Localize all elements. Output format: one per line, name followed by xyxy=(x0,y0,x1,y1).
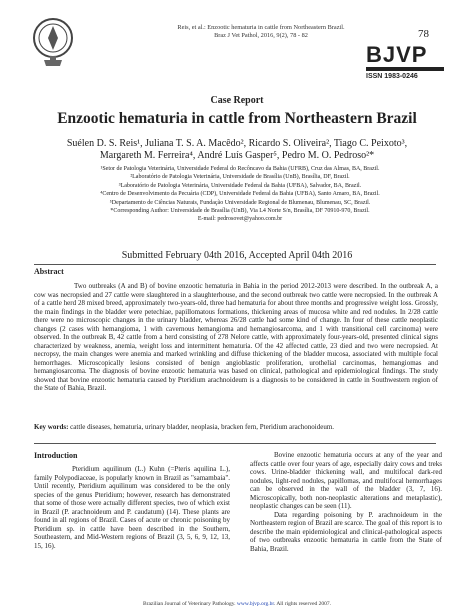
affiliation: ³Laboratório de Patologia Veterinária, Universidade Federal da Bahia (UFBA), Salvador, BA, Brazil. xyxy=(118,182,362,189)
keywords xyxy=(34,423,438,432)
paragraph: Bovine enzootic hematuria occurs at any of the year and affects cattle over four years of age, especially dairy cows and treks cows. Urine-bladder thickening wall, and multifocal dark-red nodules, light-red nodules, papillomas, and multifocal hemorrhages can be observed in the wall of the bladder (3, 7, 16). Microscopically, both non-neoplastic alterations and metaplastic), neoplastic changes can be seen (11). xyxy=(250,451,442,510)
affiliation: ⁴Centro de Desenvolvimento da Pecuária (CDP), Universidade Federal da Bahia (UFBA), Santo Amaro, BA, Brazil. xyxy=(100,191,380,198)
running-head-citation: Braz J Vet Pathol, 2016, 9(2), 78 - 82 xyxy=(214,32,308,39)
running-head xyxy=(96,24,426,40)
running-head-title: Reis, et al.: Enzootic hematuria in cattle from Northeastern Brazil. xyxy=(177,24,345,31)
introduction-heading: Introduction xyxy=(34,451,78,460)
logo-bar xyxy=(366,67,444,71)
abstract-heading: Abstract xyxy=(34,267,64,276)
right-column xyxy=(250,451,442,553)
email: E-mail: pedrosovet@yahoo.com.br xyxy=(197,216,283,223)
authors-line-2: Margareth M. Ferreira⁴, André Luís Gasper⁵, Pedro M. O. Pedroso²* xyxy=(99,150,375,161)
introduction-text: Pteridium aquilinum (L.) Kuhn (=Pteris aquilina L.), family Polypodiaceae, is popularly known in Brazil as "samambaia". Until recently, Pteridium aquilinum was considered to be the only species of the genus Pteridium; however, research has demonstrated that some of those were actually different species, two of which exist in Brazil (P. arachnoideum and P. caudatum) (14). These plants are found in all regions of Brazil. Cases of acute or chronic poisoning by Pteridium sp. in cattle have been described in the Southern, Southeastern, and Mid-Western regions of Brazil (3, 5, 6, 9, 12, 13, 15, 16). xyxy=(34,465,230,550)
footer-suffix: . All rights reserved 2007. xyxy=(273,601,332,607)
affiliation: ¹Setor de Patologia Veterinária, Universidade Federal do Recôncavo da Bahia (UFRB), Cruz das Almas, BA, Brazil. xyxy=(100,166,380,172)
divider xyxy=(34,264,436,265)
paragraph: Data regarding poisoning by P. arachnoideum in the Northeastern region of Brazil are scarce. The goal of this report is to describe the main epidemiological and clinical-pathological aspects of two outbreaks enzootic hematuria in cattle from the State of Bahia, Brazil. xyxy=(250,510,442,553)
keywords-label: Key words: xyxy=(34,423,69,431)
footer-prefix: Brazilian Journal of Veterinary Pathology. xyxy=(142,601,236,607)
journal-website-link[interactable]: www.bjvp.org.br xyxy=(236,601,274,607)
submission-dates: Submitted February 04th 2016, Accepted April 04th 2016 xyxy=(121,250,353,261)
abstract-text: Two outbreaks (A and B) of bovine enzootic hematuria in Bahia in the period 2012-2013 were described. In the outbreak A, a cow was necropsied and 27 cattle were slaughtered in a slaughterhouse, and the second outbreak two cattle were necropsied. In the outbreak A of a cattle herd 28 mixed breed, approximately two-years-old, three had hematuria for about three months and progressive weight loss. Grossly, the main findings in the bladder were petechiae, papillomatous formations, thickening areas of mucosa white and red nodules. In 2/28 cattle there were no microscopic changes in the urinary bladder, whereas 26/28 cattle had some kind of change. In four of these cattle neoplastic changes (2 cases with hemangioma, 1 with cavernous hemangioma and hemangiosarcoma, and 1 with transitional cell carcinoma) were observed. In the outbreak B, 42 cattle from a herd consisting of 278 Nelore cattle, with approximately four-years-old, presented clinical signs characterized by weakness, anemia, weight loss and intermittent hematuria. Of the 42 affected cattle, 23 died and two were necropsied. At necropsy, the main changes were anemia and marked wrinkling and diffuse thickening of the bladder mucosa, associated with multiple focal hemorrhages. Microscopically lesions consisted of benign angioblastic proliferation, urothelial carcinomas, hemangiomas and hemangiosarcoma. The diagnosis of bovine enzootic hematuria was based on clinical, pathological and epidemiological findings. The study showed that bovine enzootic hematuria caused by Pteridium arachnoideum is a diagnosis to be considered in cattle in Southwestern region of the State of Bahia, Brazil. xyxy=(34,282,438,392)
affiliation: ²Laboratório de Patologia Veterinária, Universidade de Brasília (UnB), Brasília, DF, Brazil. xyxy=(130,174,350,181)
authors-line-1: Suélen D. S. Reis¹, Juliana T. S. A. Macêdo², Ricardo S. Oliveira², Tiago C. Peixoto³, xyxy=(66,138,408,149)
affiliation: ⁵Departamento de Ciências Naturais, Fundação Universidade Regional de Blumenau, Blumenau, SC, Brazil. xyxy=(109,199,371,206)
journal-seal xyxy=(32,8,74,82)
issn: ISSN 1983-0246 xyxy=(366,73,418,80)
corresponding-author: *Corresponding Author: Universidade de Brasília (UnB), Via L4 Norte S/n, Brasília, DF 70910-970, Brazil. xyxy=(110,208,370,215)
article-title: Enzootic hematuria in cattle from Northeastern Brazil xyxy=(57,110,417,127)
affiliations xyxy=(70,165,410,224)
page-number: 78 xyxy=(418,28,429,40)
keywords-list: cattle diseases, hematuria, urinary bladder, neoplasia, bracken fern, Pteridium arachonoideum. xyxy=(70,423,335,431)
journal-logo xyxy=(366,44,444,80)
author-list xyxy=(40,138,434,162)
divider xyxy=(34,443,436,444)
journal-logo-text: BJVP xyxy=(366,42,428,67)
article-type: Case Report xyxy=(210,95,264,106)
page-footer xyxy=(0,601,474,607)
